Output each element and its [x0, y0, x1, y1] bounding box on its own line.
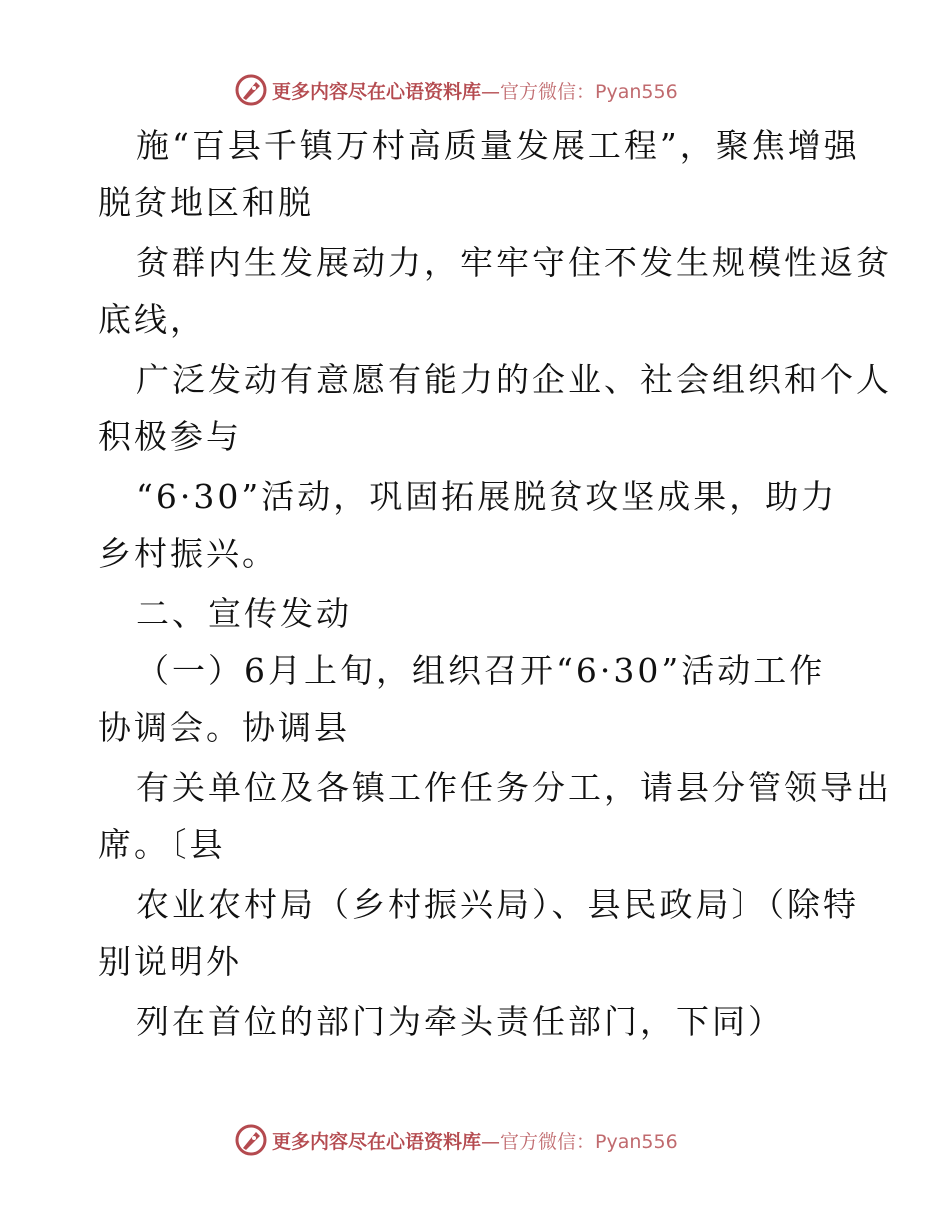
watermark-site-text: 更多内容尽在心语资料库: [272, 1130, 482, 1153]
body-line: 有关单位及各镇工作任务分工，请县分管领导出: [136, 768, 892, 807]
body-line: 别说明外: [98, 942, 242, 981]
body-line: “6·30”活动，巩固拓展脱贫攻坚成果，助力: [136, 477, 838, 516]
watermark-text: [272, 77, 678, 104]
watermark-wechat-text: 官方微信：Pyan556: [500, 1130, 678, 1153]
pen-nib-circle-icon: [234, 1123, 268, 1157]
body-line: （一）6月上旬，组织召开“6·30”活动工作: [136, 651, 826, 690]
body-line: 施“百县千镇万村高质量发展工程”，聚焦增强: [136, 126, 860, 165]
body-line: 广泛发动有意愿有能力的企业、社会组织和个人: [136, 360, 892, 399]
body-line: 乡村振兴。: [98, 534, 278, 573]
watermark-wechat-text: 官方微信：Pyan556: [500, 80, 678, 103]
watermark-text: [272, 1127, 678, 1154]
body-line: 协调会。协调县: [98, 708, 350, 747]
body-line: 脱贫地区和脱: [98, 183, 314, 222]
body-line: 农业农村局（乡村振兴局）、县民政局〕（除特: [136, 885, 859, 924]
watermark-separator: —: [481, 1130, 501, 1153]
body-line: 底线，: [98, 300, 206, 339]
pen-nib-circle-icon: [234, 73, 268, 107]
watermark-site-text: 更多内容尽在心语资料库: [272, 80, 482, 103]
body-line: 积极参与: [98, 417, 242, 456]
header-watermark: [234, 73, 678, 107]
body-line: 贫群内生发展动力，牢牢守住不发生规模性返贫: [136, 243, 892, 282]
watermark-separator: —: [481, 80, 501, 103]
body-line: 席。〔县: [98, 825, 226, 864]
body-line: 列在首位的部门为牵头责任部门，下同）: [136, 1002, 784, 1041]
footer-watermark: [234, 1123, 678, 1157]
section-heading: 二、宣传发动: [136, 594, 352, 633]
